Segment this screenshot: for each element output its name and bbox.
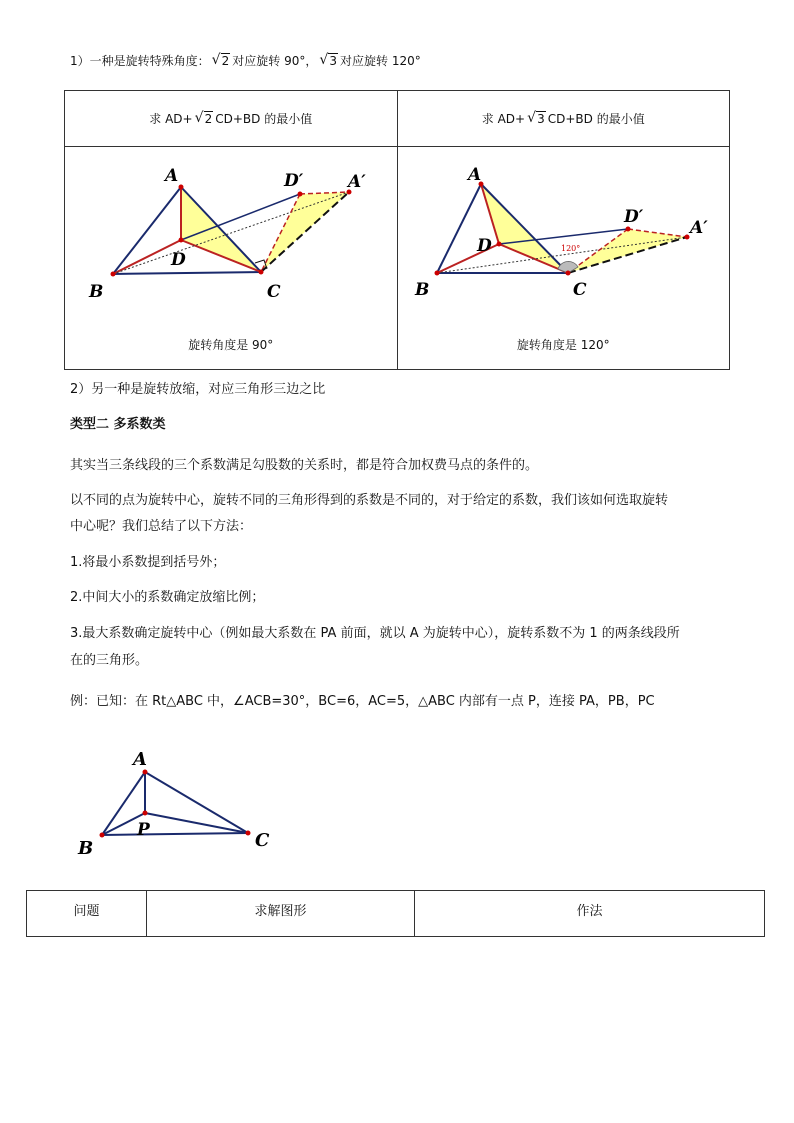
table1-left-figure-cell [65,147,398,370]
point-A [179,185,184,190]
point-D [496,242,501,247]
point-C [246,831,251,836]
caption-120: 旋转角度是 120° [516,338,610,352]
point-B [111,272,116,277]
label-Ap: A′ [689,218,708,238]
point-D [179,238,184,243]
sqrt-two: √ 2 [211,52,230,68]
step-2: 2.中间大小的系数确定放缩比例； [70,590,265,605]
side-BC [102,833,248,835]
point-Dp [625,227,630,232]
label-Dp: D′ [623,207,643,227]
dotted-BAp [113,192,349,274]
triangle-DpApC-fill [568,229,687,273]
para-method-line1: 以不同的点为旋转中心，旋转不同的三角形得到的系数是不同的，对于给定的系数，我们该如何选取旋转 [70,493,669,508]
label-C: C [255,830,270,851]
label-C: C [572,280,587,300]
table1-right-figure-cell [397,147,730,370]
intro-mid: 对应旋转 90°， [232,54,318,68]
label-A: A [133,749,147,770]
table1-left-header: 求 AD+ √ 2 CD+BD 的最小值 [65,91,398,147]
solution-table [26,890,765,937]
point-C [565,271,570,276]
label-B: B [78,838,94,859]
side-BC [113,272,261,274]
para-method-line2: 中心呢？我们总结了以下方法： [70,519,253,534]
intro-suffix: 对应旋转 120° [340,54,421,68]
col-question: 问题 [27,891,147,937]
col-figure: 求解图形 [147,891,415,937]
step-3-line2: 在的三角形。 [70,653,149,668]
intro-line [70,52,421,69]
caption-90: 旋转角度是 90° [188,338,274,352]
example-statement: 例：已知：在 Rt△ABC 中，∠ACB=30°，BC=6，AC=5，△ABC 内部有一点 P，连接 PA，PB，PC [70,694,655,709]
point-A [143,770,148,775]
sqrt-three: √ 3 [319,52,338,68]
label-C: C [267,282,281,302]
label-B: B [89,282,104,302]
label-P: P [137,820,150,840]
angle-120-label: 120° [560,244,580,253]
example-triangle-figure [70,740,290,865]
step-3-line1: 3.最大系数确定旋转中心（例如最大系数在 PA 前面，就以 A 为旋转中心），旋转系数不为 1 的两条线段所 [70,626,680,641]
label-D: D [476,236,492,256]
para-scale: 2）另一种是旋转放缩，对应三角形三边之比 [70,382,326,397]
label-Dp: D′ [284,171,304,191]
col-method: 作法 [415,891,765,937]
side-AB [437,184,481,273]
type2-heading: 类型二 多系数类 [70,417,166,432]
table1-right-header: 求 AD+ √ 3 CD+BD 的最小值 [397,91,730,147]
label-B: B [414,280,429,300]
label-A: A [467,165,481,185]
rotation-angle-table [64,90,730,370]
label-Ap: A′ [348,172,366,192]
point-P [143,811,148,816]
intro-prefix: 1）一种是旋转特殊角度： [70,54,210,68]
point-B [100,833,105,838]
label-D: D [171,250,186,270]
step-1: 1.将最小系数提到括号外； [70,555,226,570]
point-Dp [298,192,303,197]
point-Ap [684,235,689,240]
point-B [434,271,439,276]
para-pythagorean: 其实当三条线段的三个系数满足勾股数的关系时，都是符合加权费马点的条件的。 [70,458,539,473]
label-A: A [165,166,179,186]
point-C [259,270,264,275]
